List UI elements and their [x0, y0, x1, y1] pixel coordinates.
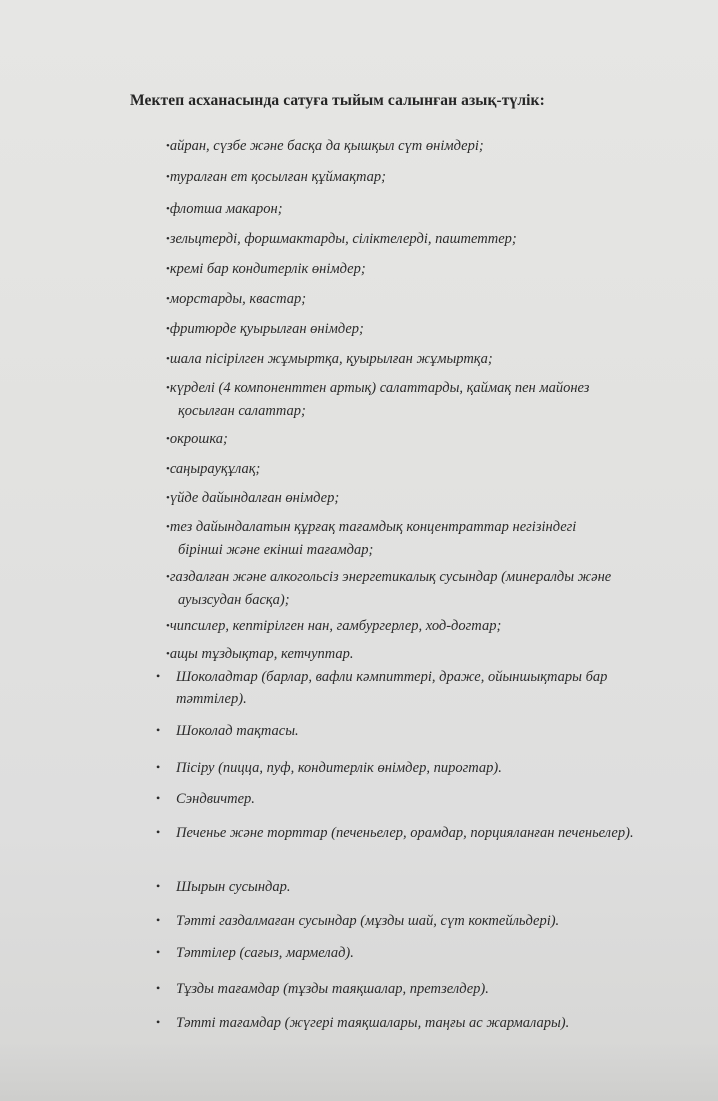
list-item [166, 615, 686, 638]
bullet-icon: • [166, 463, 170, 475]
list-item [156, 876, 676, 898]
list-item [156, 788, 676, 810]
list-item [166, 566, 686, 611]
list-item-text: Тұзды тағамдар (тұзды таяқшалар, претзелдер). [176, 981, 489, 997]
bullet-icon: • [156, 945, 161, 959]
list-item [166, 516, 686, 561]
bullet-icon: • [156, 981, 161, 995]
document-title: Мектеп асханасында сатуға тыйым салынған азық-түлік: [130, 92, 545, 109]
bullet-icon: • [156, 669, 161, 683]
list-item [166, 228, 686, 251]
list-item-text: ащы тұздықтар, кетчуптар. [169, 646, 354, 662]
list-item [166, 348, 686, 371]
bullet-icon: • [166, 263, 170, 275]
list-item-text: чипсилер, кептірілген нан, гамбургерлер, ход-догтар; [169, 618, 502, 634]
bullet-icon: • [166, 382, 170, 394]
list-item-text: фритюрде қуырылған өнімдер; [169, 321, 364, 337]
bullet-icon: • [166, 171, 170, 183]
list-item-text: кремі бар кондитерлік өнімдер; [169, 261, 366, 277]
bullet-icon: • [156, 1015, 161, 1029]
list-item-text: Шырын сусындар. [176, 879, 291, 895]
list-item-text: Сэндвичтер. [176, 791, 255, 807]
list-item [156, 978, 676, 1000]
bullet-icon: • [166, 571, 170, 583]
list-item-text: Тәттілер (сағыз, мармелад). [176, 945, 354, 961]
bullet-icon: • [156, 913, 161, 927]
list-item [166, 135, 686, 158]
list-item-text: айран, сүзбе және басқа да қышқыл сүт өнімдері; [169, 138, 484, 154]
list-item [166, 377, 686, 422]
list-item-text: Шоколадтар (барлар, вафли кәмпиттері, драже, ойыншықтары бар тәттілер). [176, 669, 608, 707]
list-item [156, 942, 676, 964]
list-item-continuation: ауызсудан басқа); [178, 592, 290, 608]
list-item-text: туралған ет қосылған құймақтар; [169, 169, 386, 185]
list-item [156, 720, 676, 742]
list-item-text: зельцтерді, форшмактарды, сіліктелерді, паштеттер; [169, 231, 517, 247]
list-item-text: Шоколад тақтасы. [176, 723, 299, 739]
list-item-text: тез дайындалатын құрғақ тағамдық концентраттар негізіндегі [169, 519, 577, 535]
bullet-icon: • [156, 791, 161, 805]
list-item [166, 166, 686, 189]
list-item [166, 458, 686, 481]
bullet-icon: • [166, 353, 170, 365]
list-item-text: Тәтті газдалмаған сусындар (мұзды шай, сүт коктейльдері). [176, 913, 560, 929]
list-item [156, 822, 676, 844]
bullet-icon: • [156, 879, 161, 893]
list-item-text: морстарды, квастар; [169, 291, 307, 307]
list-item [166, 198, 686, 221]
list-item [166, 428, 686, 451]
bullet-icon: • [166, 620, 170, 632]
list-item [156, 757, 676, 779]
list-item [156, 910, 676, 932]
list-item-text: саңырауқұлақ; [169, 461, 261, 477]
list-item [156, 666, 676, 710]
list-item-text: флотша макарон; [169, 201, 283, 217]
bullet-icon: • [166, 323, 170, 335]
list-item [166, 487, 686, 510]
bullet-icon: • [166, 293, 170, 305]
bullet-icon: • [166, 203, 170, 215]
list-item [166, 288, 686, 311]
list-item-text: үйде дайындалған өнімдер; [169, 490, 340, 506]
list-item-text: күрделі (4 компоненттен артық) салаттарды, қаймақ пен майонез [169, 380, 590, 396]
bullet-icon: • [166, 521, 170, 533]
bullet-icon: • [166, 140, 170, 152]
list-item-continuation: бірінші және екінші тағамдар; [178, 542, 374, 558]
list-item-text: шала пісірілген жұмыртқа, қуырылған жұмыртқа; [169, 351, 493, 367]
list-item [166, 643, 686, 666]
list-item-text: газдалған және алкогольсіз энергетикалық сусындар (минералды және [169, 569, 612, 585]
list-item-continuation: қосылған салаттар; [178, 403, 306, 419]
bullet-icon: • [156, 825, 161, 839]
list-item [166, 258, 686, 281]
bullet-icon: • [166, 233, 170, 245]
bullet-icon: • [166, 433, 170, 445]
list-item [156, 1012, 676, 1034]
bullet-icon: • [156, 760, 161, 774]
list-item-text: Печенье және торттар (печеньелер, орамдар, порцияланған печеньелер). [176, 825, 634, 841]
bullet-icon: • [156, 723, 161, 737]
list-item-text: Тәтті тағамдар (жүгері таяқшалары, таңғы ас жармалары). [176, 1015, 570, 1031]
list-item-text: Пісіру (пицца, пуф, кондитерлік өнімдер, пирогтар). [176, 760, 502, 776]
list-item-text: окрошка; [169, 431, 228, 447]
bullet-icon: • [166, 492, 170, 504]
list-item [166, 318, 686, 341]
bullet-icon: • [166, 648, 170, 660]
